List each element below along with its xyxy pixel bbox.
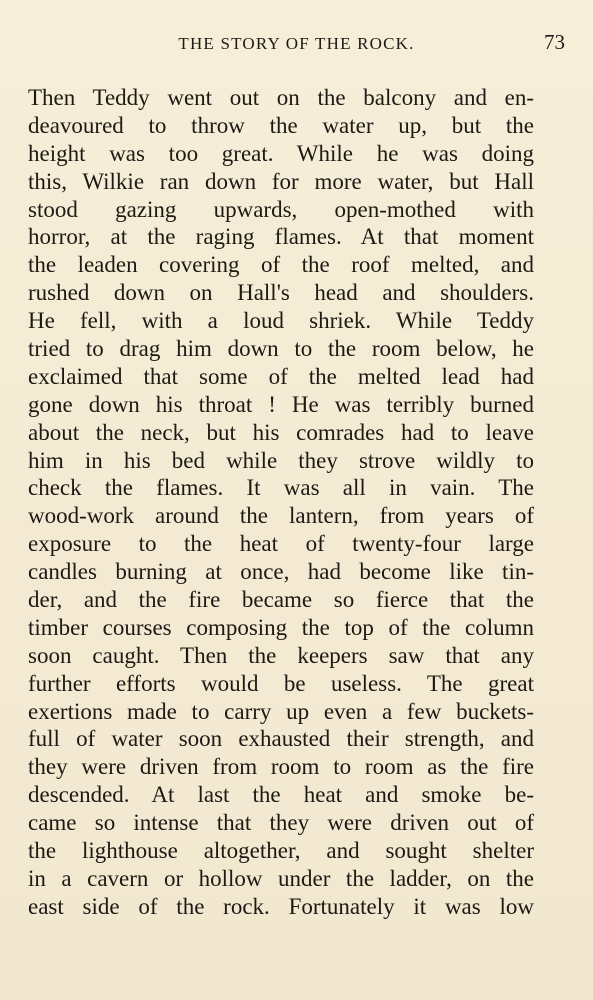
text-line: full of water soon exhausted their strength, and bbox=[28, 726, 534, 752]
page-number: 73 bbox=[544, 30, 565, 54]
text-line: him in his bed while they strove wildly to bbox=[28, 447, 534, 473]
running-head bbox=[28, 30, 565, 60]
text-line: descended. At last the heat and smoke be- bbox=[28, 782, 534, 808]
text-line: further efforts would be useless. The great bbox=[28, 670, 534, 696]
text-line: height was too great. While he was doing bbox=[28, 140, 534, 166]
text-line: they were driven from room to room as the fire bbox=[28, 754, 534, 780]
text-line: exclaimed that some of the melted lead had bbox=[28, 363, 534, 389]
text-line: He fell, with a loud shriek. While Teddy bbox=[28, 308, 534, 334]
text-line: deavoured to throw the water up, but the bbox=[28, 112, 534, 138]
text-line: horror, at the raging flames. At that moment bbox=[28, 224, 534, 250]
text-line: exposure to the heat of twenty-four large bbox=[28, 531, 534, 557]
text-line: timber courses composing the top of the column bbox=[28, 614, 534, 640]
text-line: check the flames. It was all in vain. The bbox=[28, 475, 534, 501]
text-line: the lighthouse altogether, and sought shelter bbox=[28, 838, 534, 864]
text-line: in a cavern or hollow under the ladder, on the bbox=[28, 865, 534, 891]
text-line: east side of the rock. Fortunately it was low bbox=[28, 893, 534, 919]
text-line: came so intense that they were driven out of bbox=[28, 810, 534, 836]
text-line: soon caught. Then the keepers saw that any bbox=[28, 642, 534, 668]
text-line: about the neck, but his comrades had to leave bbox=[28, 419, 534, 445]
text-line: Then Teddy went out on the balcony and en- bbox=[28, 85, 534, 110]
text-line: the leaden covering of the roof melted, and bbox=[28, 252, 534, 278]
body-text bbox=[28, 84, 534, 921]
text-line: stood gazing upwards, open-mothed with bbox=[28, 196, 534, 222]
text-line: tried to drag him down to the room below, he bbox=[28, 336, 534, 362]
text-line: gone down his throat ! He was terribly burned bbox=[28, 391, 534, 417]
text-line: der, and the fire became so fierce that the bbox=[28, 587, 534, 613]
running-title: THE STORY OF THE ROCK. bbox=[178, 34, 415, 53]
text-line: wood-work around the lantern, from years of bbox=[28, 503, 534, 529]
text-line: rushed down on Hall's head and shoulders. bbox=[28, 280, 534, 306]
text-line: candles burning at once, had become like tin- bbox=[28, 559, 534, 585]
text-line: this, Wilkie ran down for more water, but Hall bbox=[28, 168, 534, 194]
text-line: exertions made to carry up even a few buckets- bbox=[28, 698, 534, 724]
